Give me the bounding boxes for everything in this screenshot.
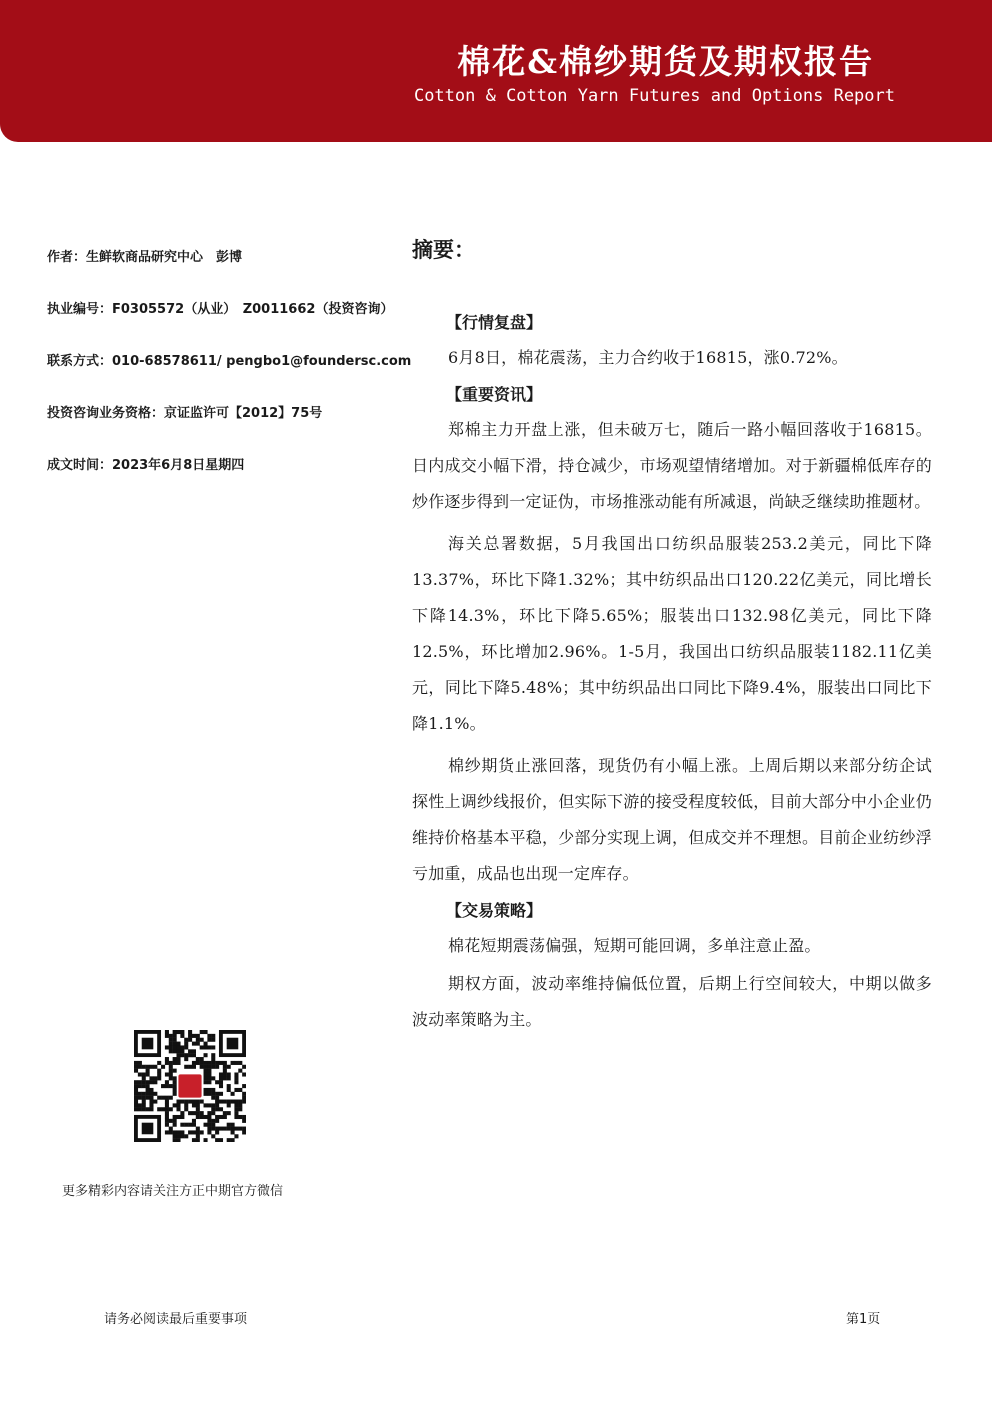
abstract-section [412,232,932,1044]
trading-strategy-paragraph-2: 期权方面，波动率维持偏低位置，后期上行空间较大，中期以做多波动率策略为主。 [412,974,932,1029]
abstract-heading: 摘要： [412,238,475,262]
author-line: 作者：生鲜软商品研究中心 彭博 [47,250,243,265]
key-news-paragraph-3: 棉纱期货止涨回落，现货仍有小幅上涨。上周后期以来部分纺企试探性上调纱线报价，但实际下游的接受程度较低，目前大部分中小企业仍维持价格基本平稳，少部分实现上调，但成交并不理想。目前企业纺纱浮亏加重，成品也出现一定库存。 [412,756,932,883]
key-news-paragraph-1: 郑棉主力开盘上涨，但未破万七，随后一路小幅回落收于16815。日内成交小幅下滑，持仓减少，市场观望情绪增加。对于新疆棉低库存的炒作逐步得到一定证伪，市场推涨动能有所减退，尚缺乏继续助推题材。 [412,420,932,511]
market-review-paragraph: 6月8日，棉花震荡，主力合约收于16815，涨0.72%。 [448,348,848,367]
key-news-paragraph-2: 海关总署数据，5月我国出口纺织品服装253.2美元，同比下降13.37%，环比下降1.32%；其中纺织品出口120.22亿美元，同比增长下降14.3%，环比下降5.65%；服装出口132.98亿美元，同比下降12.5%，环比增加2.96%。1-5月，我国出口纺织品服装1182.11亿美元，同比下降5.48%；其中纺织品出口同比下降9.4%，服装出口同比下降1.1%。 [412,534,932,733]
qr-logo-mark [178,1074,201,1097]
page-number: 第1页 [846,1312,881,1327]
key-news-title: 【重要资讯】 [446,385,543,404]
trading-strategy-title: 【交易策略】 [446,901,543,920]
written-date: 成文时间：2023年6月8日星期四 [47,458,245,473]
trading-strategy-paragraph-1: 棉花短期震荡偏强，短期可能回调，多单注意止盈。 [448,936,821,955]
report-subtitle: Cotton & Cotton Yarn Futures and Options Report [413,86,895,106]
wechat-qr-code [134,1030,246,1142]
qr-caption: 更多精彩内容请关注方正中期官方微信 [62,1184,284,1199]
footer-notice: 请务必阅读最后重要事项 [104,1312,248,1327]
contact-info: 联系方式：010-68578611/ pengbo1@foundersc.com [47,354,412,369]
report-title: 棉花&棉纱期货及期权报告 [457,42,874,81]
market-review-title: 【行情复盘】 [446,313,543,332]
license-number: 执业编号：F0305572（从业） Z0011662（投资咨询） [47,302,394,317]
qr-code-image [134,1030,246,1142]
report-banner [0,0,992,142]
advisory-qualification: 投资咨询业务资格：京证监许可【2012】75号 [47,406,323,421]
